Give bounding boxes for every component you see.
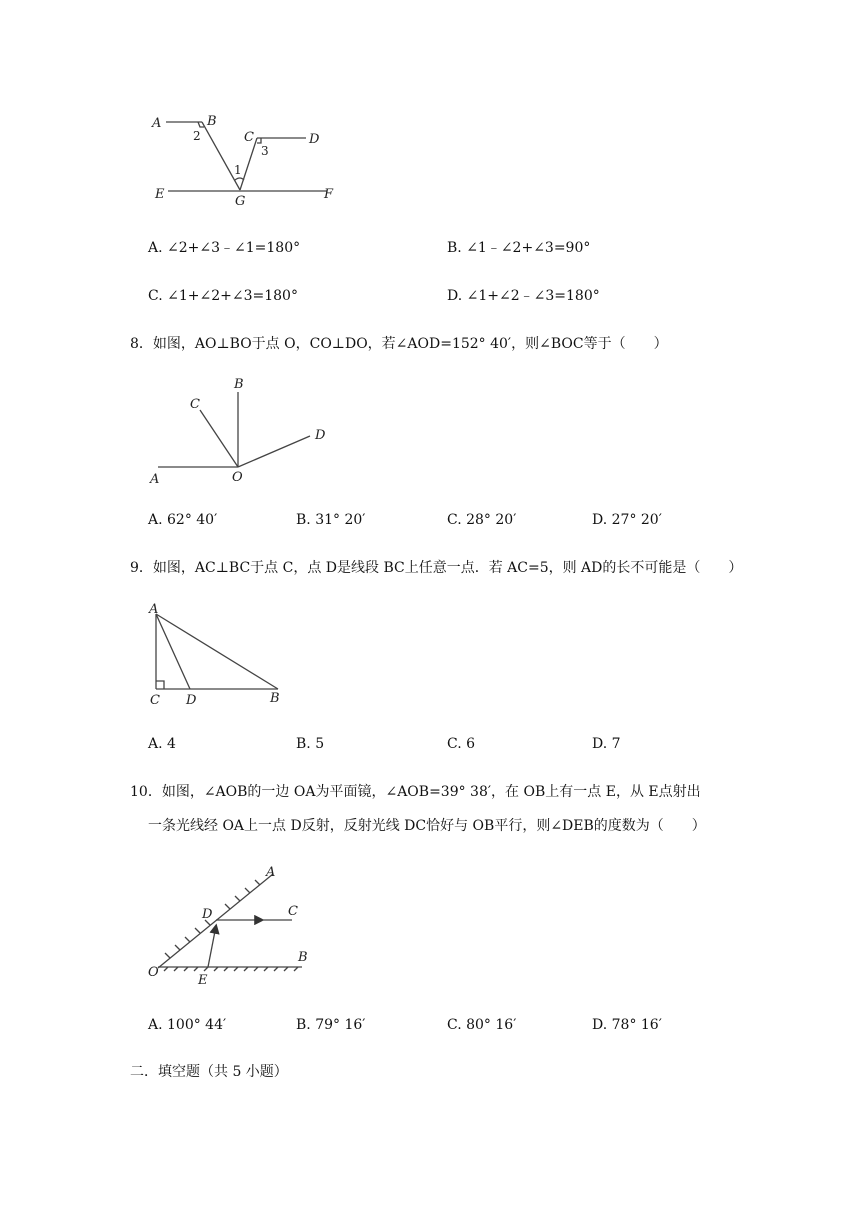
q9-label-A: A bbox=[149, 602, 159, 617]
q7-label-2: 2 bbox=[193, 129, 201, 143]
q10-label-C: C bbox=[288, 904, 298, 919]
q7-label-1: 1 bbox=[234, 163, 242, 177]
q8-stem: 8．如图，AO⊥BO于点 O，CO⊥DO，若∠AOD=152° 40′，则∠BOC等于（ ） bbox=[130, 336, 668, 352]
q9-option-c[interactable]: C. 6 bbox=[447, 736, 476, 752]
q7-option-c[interactable]: C. ∠1+∠2+∠3=180° bbox=[148, 288, 298, 304]
q9-label-B: B bbox=[270, 691, 280, 706]
q7-label-C: C bbox=[244, 130, 254, 145]
q8-option-d[interactable]: D. 27° 20′ bbox=[592, 512, 662, 528]
q10-option-a[interactable]: A. 100° 44′ bbox=[148, 1017, 227, 1033]
q8-option-a[interactable]: A. 62° 40′ bbox=[148, 512, 218, 528]
q8-label-B: B bbox=[234, 377, 244, 392]
q7-label-A: A bbox=[152, 116, 162, 131]
q10-option-d[interactable]: D. 78° 16′ bbox=[592, 1017, 662, 1033]
q10-label-B: B bbox=[298, 950, 308, 965]
q7-label-D: D bbox=[309, 132, 320, 147]
q8-label-C: C bbox=[190, 397, 200, 412]
q8-figure bbox=[140, 372, 340, 487]
q7-option-a[interactable]: A. ∠2+∠3﹣∠1=180° bbox=[148, 240, 301, 256]
q10-label-O: O bbox=[148, 965, 159, 980]
q10-stem-line2: 一条光线经 OA上一点 D反射，反射光线 DC恰好与 OB平行，则∠DEB的度数为（ ） bbox=[148, 818, 706, 834]
q10-label-A: A bbox=[266, 865, 276, 880]
q9-option-d[interactable]: D. 7 bbox=[592, 736, 621, 752]
q9-label-D: D bbox=[186, 693, 197, 708]
q10-figure bbox=[140, 860, 340, 990]
q7-option-d[interactable]: D. ∠1+∠2﹣∠3=180° bbox=[447, 288, 600, 304]
q8-option-b[interactable]: B. 31° 20′ bbox=[296, 512, 366, 528]
q9-option-b[interactable]: B. 5 bbox=[296, 736, 325, 752]
q8-label-A: A bbox=[150, 472, 160, 487]
q8-label-O: O bbox=[232, 470, 243, 485]
q10-stem-line1: 10．如图，∠AOB的一边 OA为平面镜，∠AOB=39° 38′，在 OB上有一点 E，从 E点射出 bbox=[130, 784, 701, 800]
section-2-title: 二．填空题（共 5 小题） bbox=[130, 1064, 288, 1080]
q9-figure bbox=[140, 596, 300, 711]
q7-label-B: B bbox=[207, 114, 217, 129]
q10-label-E: E bbox=[198, 973, 208, 988]
q10-option-c[interactable]: C. 80° 16′ bbox=[447, 1017, 517, 1033]
q7-label-F: F bbox=[324, 187, 334, 202]
q7-option-b[interactable]: B. ∠1﹣∠2+∠3=90° bbox=[447, 240, 591, 256]
q9-label-C: C bbox=[150, 693, 160, 708]
q9-stem: 9．如图，AC⊥BC于点 C，点 D是线段 BC上任意一点．若 AC=5，则 AD的长不可能是（ ） bbox=[130, 560, 743, 576]
q8-option-c[interactable]: C. 28° 20′ bbox=[447, 512, 517, 528]
q10-option-b[interactable]: B. 79° 16′ bbox=[296, 1017, 366, 1033]
q7-label-3: 3 bbox=[261, 144, 269, 158]
q7-figure bbox=[140, 100, 360, 215]
q7-label-G: G bbox=[235, 194, 246, 209]
q9-option-a[interactable]: A. 4 bbox=[148, 736, 176, 752]
q8-label-D: D bbox=[315, 428, 326, 443]
q10-label-D: D bbox=[202, 907, 213, 922]
q7-label-E: E bbox=[155, 187, 165, 202]
